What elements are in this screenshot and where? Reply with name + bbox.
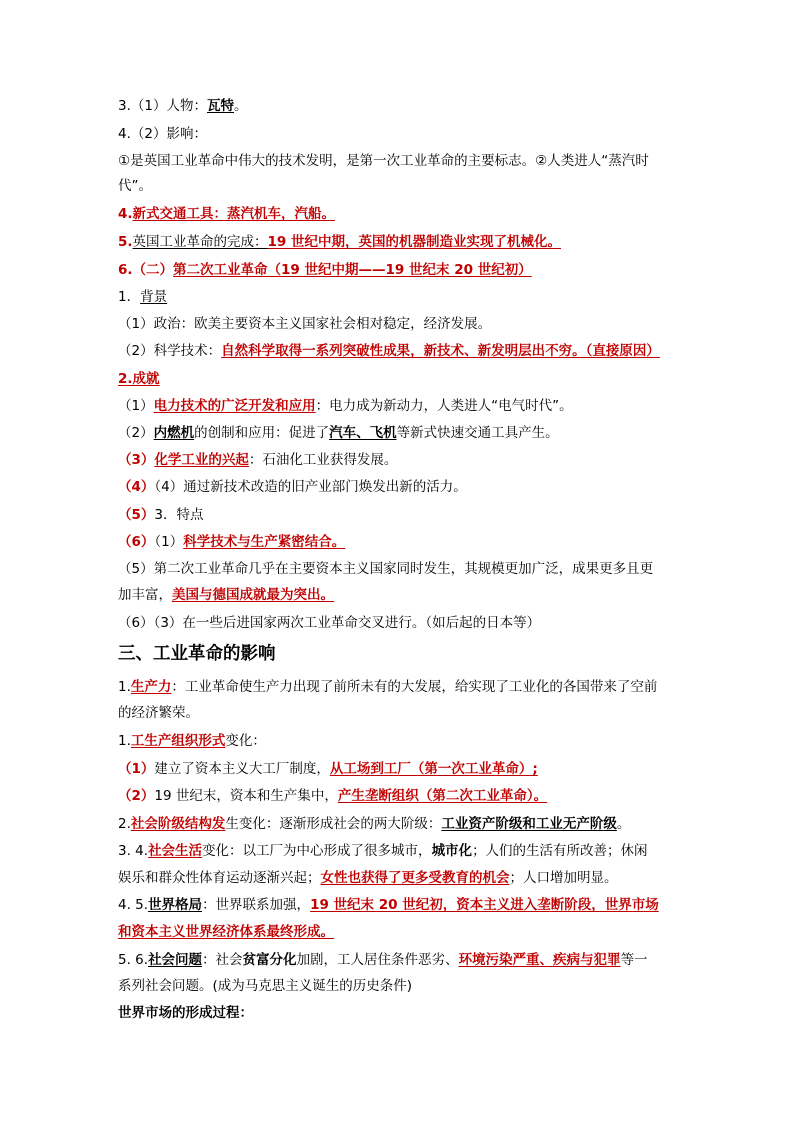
section-heading-impact: 三、工业革命的影响 <box>118 644 276 664</box>
line-feature-2b: 加丰富，美国与德国成就最为突出。 <box>118 587 334 603</box>
line-achievements: 2.成就 <box>118 371 160 387</box>
line-background: 1．背景 <box>118 289 168 305</box>
line-transport: 4.新式交通工具：蒸汽机车，汽船。 <box>118 206 336 222</box>
line-person: 3.（1）人物：瓦特。 <box>118 98 248 114</box>
line-organization-1: （1）建立了资本主义大工厂制度，从工场到工厂（第一次工业革命）; <box>118 761 538 777</box>
line-social-life-1: 3. 4.社会生活变化：以工厂为中心形成了很多城市，城市化；人们的生活有所改善；休闲 <box>118 843 648 859</box>
line-social-life-2: 娱乐和群众性体育运动逐渐兴起；女性也获得了更多受教育的机会；人口增加明显。 <box>118 870 618 886</box>
line-science: （2）科学技术：自然科学取得一系列突破性成果，新技术、新发明层出不穷。（直接原因） <box>118 343 660 359</box>
line-features: （5）3．特点 <box>118 507 204 523</box>
line-feature-1: （6）（1）科学技术与生产紧密结合。 <box>118 534 346 550</box>
line-chemical: （3）化学工业的兴起：石油化工业获得发展。 <box>118 452 398 468</box>
line-world-pattern-2: 和资本主义世界经济体系最终形成。 <box>118 924 334 940</box>
line-combustion: （2）内燃机的创制和应用：促进了汽车、飞机等新式快速交通工具产生。 <box>118 425 559 441</box>
highlight-completion: 19 世纪中期，英国的机器制造业实现了机械化。 <box>267 234 562 250</box>
heading-second-revolution: 第二次工业革命（19 世纪中期——19 世纪末 20 世纪初） <box>173 262 532 278</box>
line-completion: 5.英国工业革命的完成：19 世纪中期，英国的机器制造业实现了机械化。 <box>118 234 562 250</box>
highlight-science: 自然科学取得一系列突破性成果，新技术、新发明层出不穷。（直接原因） <box>221 343 660 359</box>
line-electric: （1）电力技术的广泛开发和应用：电力成为新动力，人类进人“电气时代”。 <box>118 398 573 414</box>
line-organization-2: （2）19 世纪末，资本和生产集中，产生垄断组织（第二次工业革命）。 <box>118 788 548 804</box>
line-feature-2a: （5）第二次工业革命几乎在主要资本主义国家同时发生，其规模更加广泛，成果更多且更 <box>118 561 654 577</box>
line-productivity-1: 1.生产力：工业革命使生产力出现了前所未有的大发展，给实现了工业化的各国带来了空前 <box>118 679 658 695</box>
line-world-market-heading: 世界市场的形成过程： <box>118 1005 253 1021</box>
line-influence-heading: 4.（2）影响： <box>118 126 207 142</box>
line-old-industry: （4）（4）通过新技术改造的旧产业部门焕发出新的活力。 <box>118 479 467 495</box>
watt-name: 瓦特 <box>206 98 234 114</box>
line-organization: 1.工生产组织形式变化： <box>118 733 266 749</box>
line-feature-3: （6）（3）在一些后进国家两次工业革命交叉进行。（如后起的日本等） <box>118 615 541 631</box>
line-productivity-2: 的经济繁荣。 <box>118 705 199 721</box>
line-world-pattern-1: 4. 5.世界格局：世界联系加强，19 世纪末 20 世纪初，资本主义进入垄断阶段，世界市场 <box>118 897 659 913</box>
line-influence-text-1: ①是英国工业革命中伟大的技术发明，是第一次工业革命的主要标志。②人类进人“蒸汽时 <box>118 153 649 169</box>
line-politics: （1）政治：欧美主要资本主义国家社会相对稳定，经济发展。 <box>118 316 492 332</box>
line-second-revolution: 6.（二）第二次工业革命（19 世纪中期——19 世纪末 20 世纪初） <box>118 262 532 278</box>
line-social-problems-1: 5. 6.社会问题：社会贫富分化加剧，工人居住条件恶劣、环境污染严重、疾病与犯罪等一 <box>118 952 648 968</box>
line-influence-text-2: 代”。 <box>118 178 152 194</box>
highlight-transport: 新式交通工具：蒸汽机车，汽船。 <box>132 206 336 222</box>
line-social-problems-2: 系列社会问题。(成为马克思主义诞生的历史条件) <box>118 978 413 994</box>
line-class-structure: 2.社会阶级结构发生变化：逐渐形成社会的两大阶级：工业资产阶级和工业无产阶级。 <box>118 816 631 832</box>
